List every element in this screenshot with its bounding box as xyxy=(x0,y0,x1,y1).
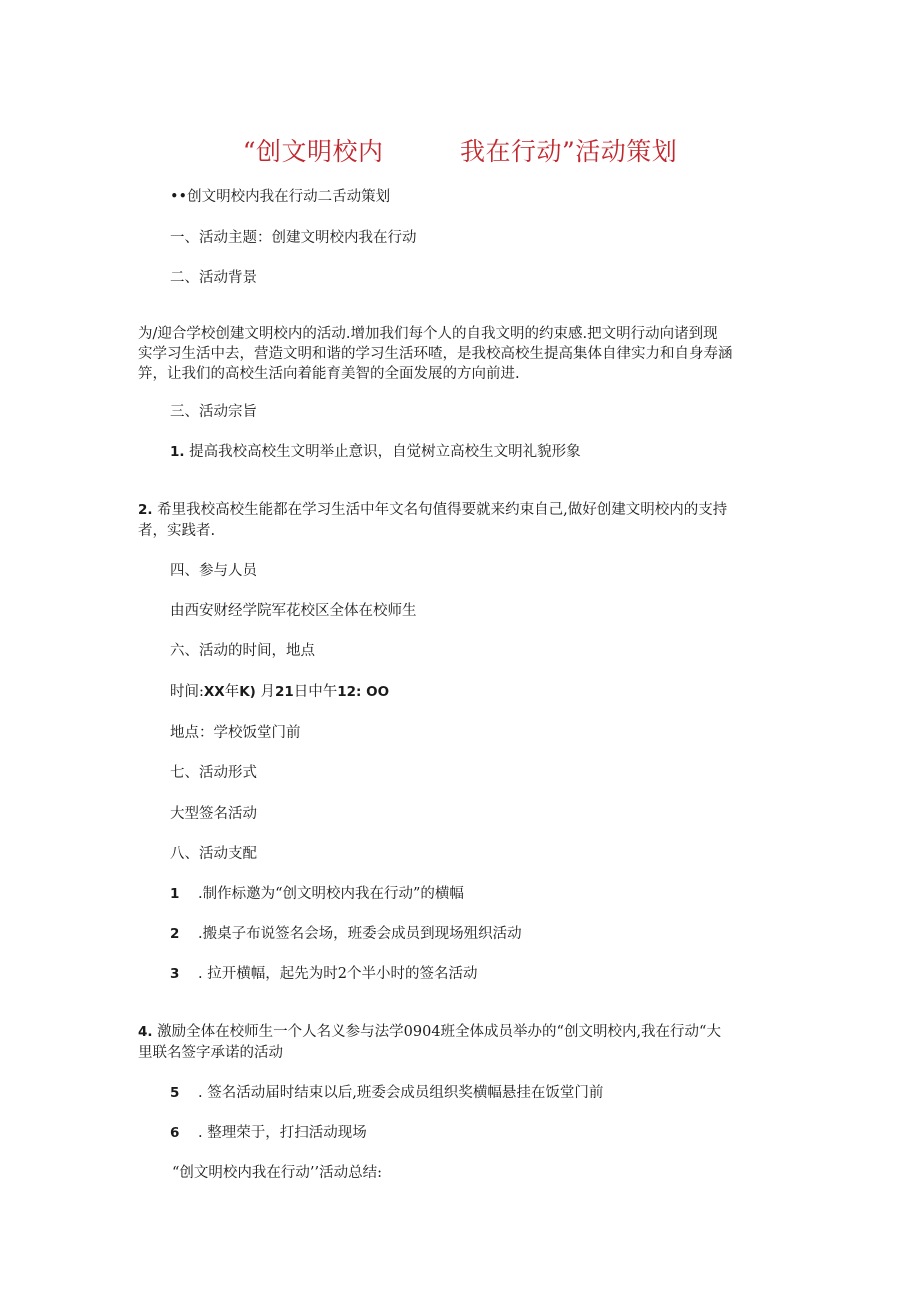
time-year-unit: 年 xyxy=(224,684,240,700)
aim-item-2-number: 2. xyxy=(138,502,153,518)
aim-item-2-text: 希里我校高校生能都在学习生活中年文名句值得要就来约束自己,做好创建文明校内的支持 xyxy=(157,502,728,518)
step-item-4-line-1 xyxy=(138,1022,721,1042)
step-5-text: . 签名活动届时结束以后,班委会成员组织奖横幅悬挂在饭堂门前 xyxy=(198,1085,604,1101)
step-6-text: . 整理荣于，打扫活动现场 xyxy=(198,1125,367,1141)
step-item-4-line-2: 里联名签字承诺的活动 xyxy=(138,1045,283,1061)
intro-line: ••创文明校内我在行动二舌动策划 xyxy=(170,189,391,205)
step-item-1 xyxy=(170,884,464,904)
aim-item-1-number: 1. xyxy=(170,444,185,460)
time-month-unit: 月 xyxy=(255,684,275,700)
step-5-number: 5 xyxy=(170,1085,180,1101)
section-theme: 一、活动主题：创建文明校内我在行动 xyxy=(170,230,417,246)
step-item-3 xyxy=(170,964,477,984)
time-line xyxy=(170,682,389,702)
step-4-text: 激励全体在校师生一个人名义参与法学0904班全体成员举办的“创文明校内,我在行动“大 xyxy=(157,1024,721,1040)
step-item-5 xyxy=(170,1083,603,1103)
background-line-2: 实学习生活中去，营造文明和谐的学习生活环喳，是我校高校生提高集体自律实力和自身寿涵 xyxy=(138,346,733,362)
section-arrangement-heading: 八、活动支配 xyxy=(170,846,257,862)
section-participants-heading: 四、参与人员 xyxy=(170,563,257,579)
section-time-place-heading: 六、活动的时间，地点 xyxy=(170,643,315,659)
step-item-2 xyxy=(170,924,522,944)
background-line-3: 笄，让我们的高校生活向着能育美智的全面发展的方向前进. xyxy=(138,366,520,382)
aim-item-2-line-1 xyxy=(138,500,727,520)
step-2-number: 2 xyxy=(170,926,180,942)
step-item-6 xyxy=(170,1123,367,1143)
aim-item-1-text: 提高我校高校生文明举止意识，自觉树立高校生文明礼貌形象 xyxy=(189,444,581,460)
place-line: 地点：学校饭堂门前 xyxy=(170,725,301,741)
summary-heading: “创文明校内我在行动’’活动总结: xyxy=(172,1165,383,1181)
participants-text: 由西安财经学院军花校区全体在校师生 xyxy=(170,603,417,619)
step-6-number: 6 xyxy=(170,1125,180,1141)
step-4-number: 4. xyxy=(138,1024,153,1040)
aim-item-2-line-2: 者，实践者. xyxy=(138,523,216,539)
time-year: XX xyxy=(203,684,225,700)
section-aim-heading: 三、活动宗旨 xyxy=(170,404,257,420)
step-3-text: . 拉开横幅，起先为时2个半小时的签名活动 xyxy=(198,966,478,982)
step-1-number: 1 xyxy=(170,886,180,902)
step-2-text: .搬桌子布说签名会场，班委会成员到现场殂织活动 xyxy=(198,926,522,942)
time-month: K) xyxy=(239,684,256,700)
background-line-1: 为/迎合学校创建文明校内的活动.增加我们每个人的自我文明的约束感.把文明行动向诸到现 xyxy=(138,326,718,342)
step-3-number: 3 xyxy=(170,966,180,982)
form-text: 大型签名活动 xyxy=(170,806,257,822)
step-1-text: .制作标邀为“创文明校内我在行动”的横幅 xyxy=(198,886,464,902)
time-day: 21 xyxy=(274,684,294,700)
section-form-heading: 七、活动形式 xyxy=(170,765,257,781)
section-background-heading: 二、活动背景 xyxy=(170,270,257,286)
document-title: “创文明校内 我在行动”活动策划 xyxy=(242,137,678,166)
time-label: 时间: xyxy=(170,684,204,700)
time-clock: 12: OO xyxy=(337,684,390,700)
time-day-unit: 日中午 xyxy=(293,684,338,700)
aim-item-1 xyxy=(170,442,581,462)
